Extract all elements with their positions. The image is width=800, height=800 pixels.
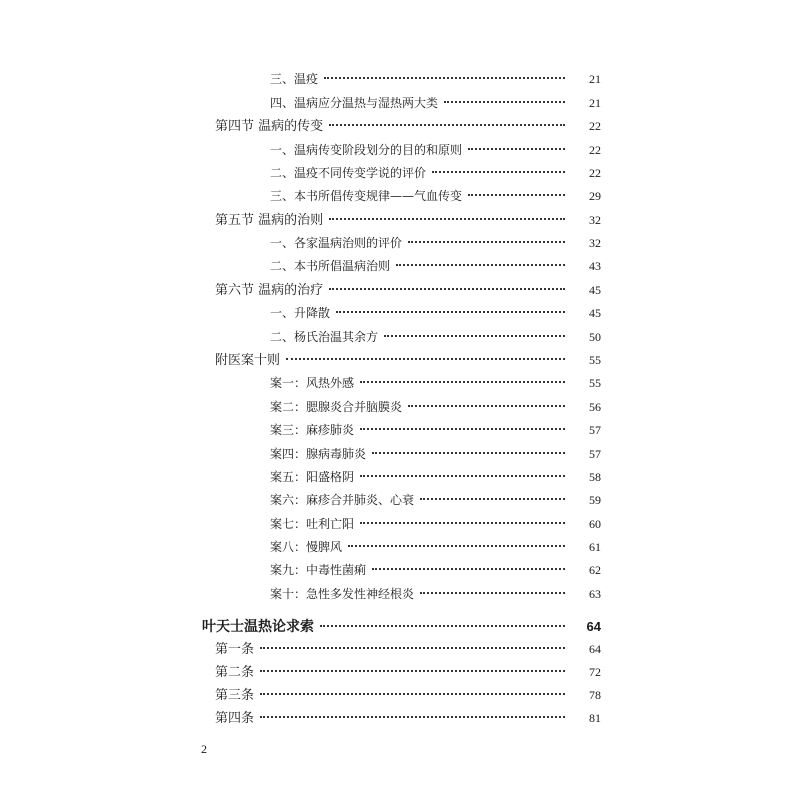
toc-entry-page: 22 (589, 119, 601, 133)
toc-entry-page: 56 (589, 400, 601, 414)
toc-entry-label: 二、温疫不同传变学说的评价 (270, 166, 427, 180)
toc-section (215, 279, 601, 301)
toc-article-label: 第三条 (215, 688, 255, 703)
dot-leader (348, 544, 565, 547)
toc-entry-label: 案八：慢脾风 (270, 540, 343, 554)
toc-entry-label: 案十：急性多发性神经根炎 (270, 587, 415, 601)
toc-entry-page: 62 (589, 563, 601, 577)
dot-leader (468, 147, 565, 150)
dot-leader (329, 123, 565, 126)
toc-article (215, 707, 601, 729)
toc-entry-page: 57 (589, 447, 601, 461)
toc-entry-page: 32 (589, 213, 601, 227)
toc-entry-label: 二、杨氏治温其余方 (270, 330, 379, 344)
toc-entry-label: 二、本书所倡温病治则 (270, 259, 391, 273)
page-number: 2 (201, 742, 207, 756)
toc-entry-page: 64 (589, 642, 601, 656)
toc-section (215, 349, 601, 371)
dot-leader (432, 170, 565, 173)
toc-entry (270, 466, 601, 488)
dot-leader (329, 217, 565, 220)
toc-article (215, 638, 601, 660)
toc-entry-label: 案五：阳盛格阴 (270, 470, 355, 484)
dot-leader (329, 287, 565, 290)
toc-entry-label: 案四：腺病毒肺炎 (270, 447, 367, 461)
toc-section-label: 第六节 温病的治疗 (215, 283, 324, 298)
dot-leader (372, 567, 565, 570)
toc-entry-page: 63 (589, 587, 601, 601)
toc-entry (270, 185, 601, 207)
toc-entry-page: 22 (589, 143, 601, 157)
toc-entry-page: 61 (589, 540, 601, 554)
toc-entry-page: 81 (589, 711, 601, 725)
dot-leader (324, 76, 565, 79)
toc-entry-label: 案七：吐利亡阳 (270, 517, 355, 531)
dot-leader (384, 334, 565, 337)
toc-entry (270, 139, 601, 161)
toc-entry-page: 22 (589, 166, 601, 180)
dot-leader (408, 240, 565, 243)
toc-entry-page: 64 (586, 619, 601, 634)
toc-entry-label: 案一：风热外感 (270, 376, 355, 390)
toc-section-label: 第五节 温病的治则 (215, 213, 324, 228)
toc-entry-label: 案六：麻疹合并肺炎、心衰 (270, 493, 415, 507)
toc-entry (270, 232, 601, 254)
toc-article-label: 第二条 (215, 665, 255, 680)
dot-leader (336, 310, 565, 313)
toc-entry-label: 四、温病应分温热与湿热两大类 (270, 96, 439, 110)
toc-entry (270, 536, 601, 558)
toc-entry-page: 58 (589, 470, 601, 484)
dot-leader (260, 692, 565, 695)
toc-entry-page: 21 (589, 72, 601, 86)
dot-leader (360, 380, 565, 383)
toc-section-label: 附医案十则 (215, 353, 281, 368)
toc-article-label: 第一条 (215, 642, 255, 657)
toc-article-label: 第四条 (215, 711, 255, 726)
toc-entry-page: 21 (589, 96, 601, 110)
toc-entry-label: 一、各家温病治则的评价 (270, 236, 403, 250)
dot-leader (320, 624, 565, 627)
toc-entry (270, 489, 601, 511)
toc-entry-page: 60 (589, 517, 601, 531)
toc-entry-label: 案三：麻疹肺炎 (270, 423, 355, 437)
toc-section (215, 209, 601, 231)
toc-entry (270, 396, 601, 418)
toc-entry-label: 一、升降散 (270, 306, 331, 320)
toc-entry-label: 案二：腮腺炎合并脑膜炎 (270, 400, 403, 414)
toc-entry (270, 162, 601, 184)
dot-leader (260, 715, 565, 718)
toc-entry (270, 302, 601, 324)
toc-entry-page: 45 (589, 283, 601, 297)
toc-entry (270, 92, 601, 114)
toc-entry-label: 一、温病传变阶段划分的目的和原则 (270, 143, 463, 157)
toc-entry-page: 55 (589, 376, 601, 390)
toc-article (215, 684, 601, 706)
dot-leader (408, 404, 565, 407)
toc-entry-page: 55 (589, 353, 601, 367)
toc-entry (270, 513, 601, 535)
toc-part-label: 叶天士温热论求索 (202, 619, 314, 635)
toc-entry (270, 583, 601, 605)
dot-leader (420, 497, 565, 500)
toc-entry (270, 419, 601, 441)
dot-leader (444, 100, 565, 103)
toc-entry-page: 72 (589, 665, 601, 679)
dot-leader (468, 193, 565, 196)
toc-entry (270, 372, 601, 394)
toc-entry-page: 50 (589, 330, 601, 344)
toc-entry-page: 29 (589, 189, 601, 203)
toc-entry-page: 78 (589, 688, 601, 702)
toc-part (202, 616, 601, 638)
dot-leader (396, 263, 565, 266)
toc-entry-page: 45 (589, 306, 601, 320)
dot-leader (360, 474, 565, 477)
toc-entry (270, 559, 601, 581)
toc-section-label: 第四节 温病的传变 (215, 119, 324, 134)
toc-article (215, 661, 601, 683)
toc-entry (270, 443, 601, 465)
dot-leader (260, 669, 565, 672)
toc-entry-page: 32 (589, 236, 601, 250)
dot-leader (372, 451, 565, 454)
dot-leader (420, 591, 565, 594)
toc-entry-page: 59 (589, 493, 601, 507)
toc-entry-label: 三、本书所倡传变规律——气血传变 (270, 189, 463, 203)
dot-leader (360, 521, 565, 524)
toc-entry (270, 255, 601, 277)
toc-entry (270, 68, 601, 90)
toc-entry-page: 43 (589, 259, 601, 273)
toc-entry-page: 57 (589, 423, 601, 437)
dot-leader (260, 646, 565, 649)
toc-entry (270, 326, 601, 348)
dot-leader (286, 357, 565, 360)
toc-entry-label: 三、温疫 (270, 72, 319, 86)
toc-section (215, 115, 601, 137)
dot-leader (360, 427, 565, 430)
toc-entry-label: 案九：中毒性菌痢 (270, 563, 367, 577)
